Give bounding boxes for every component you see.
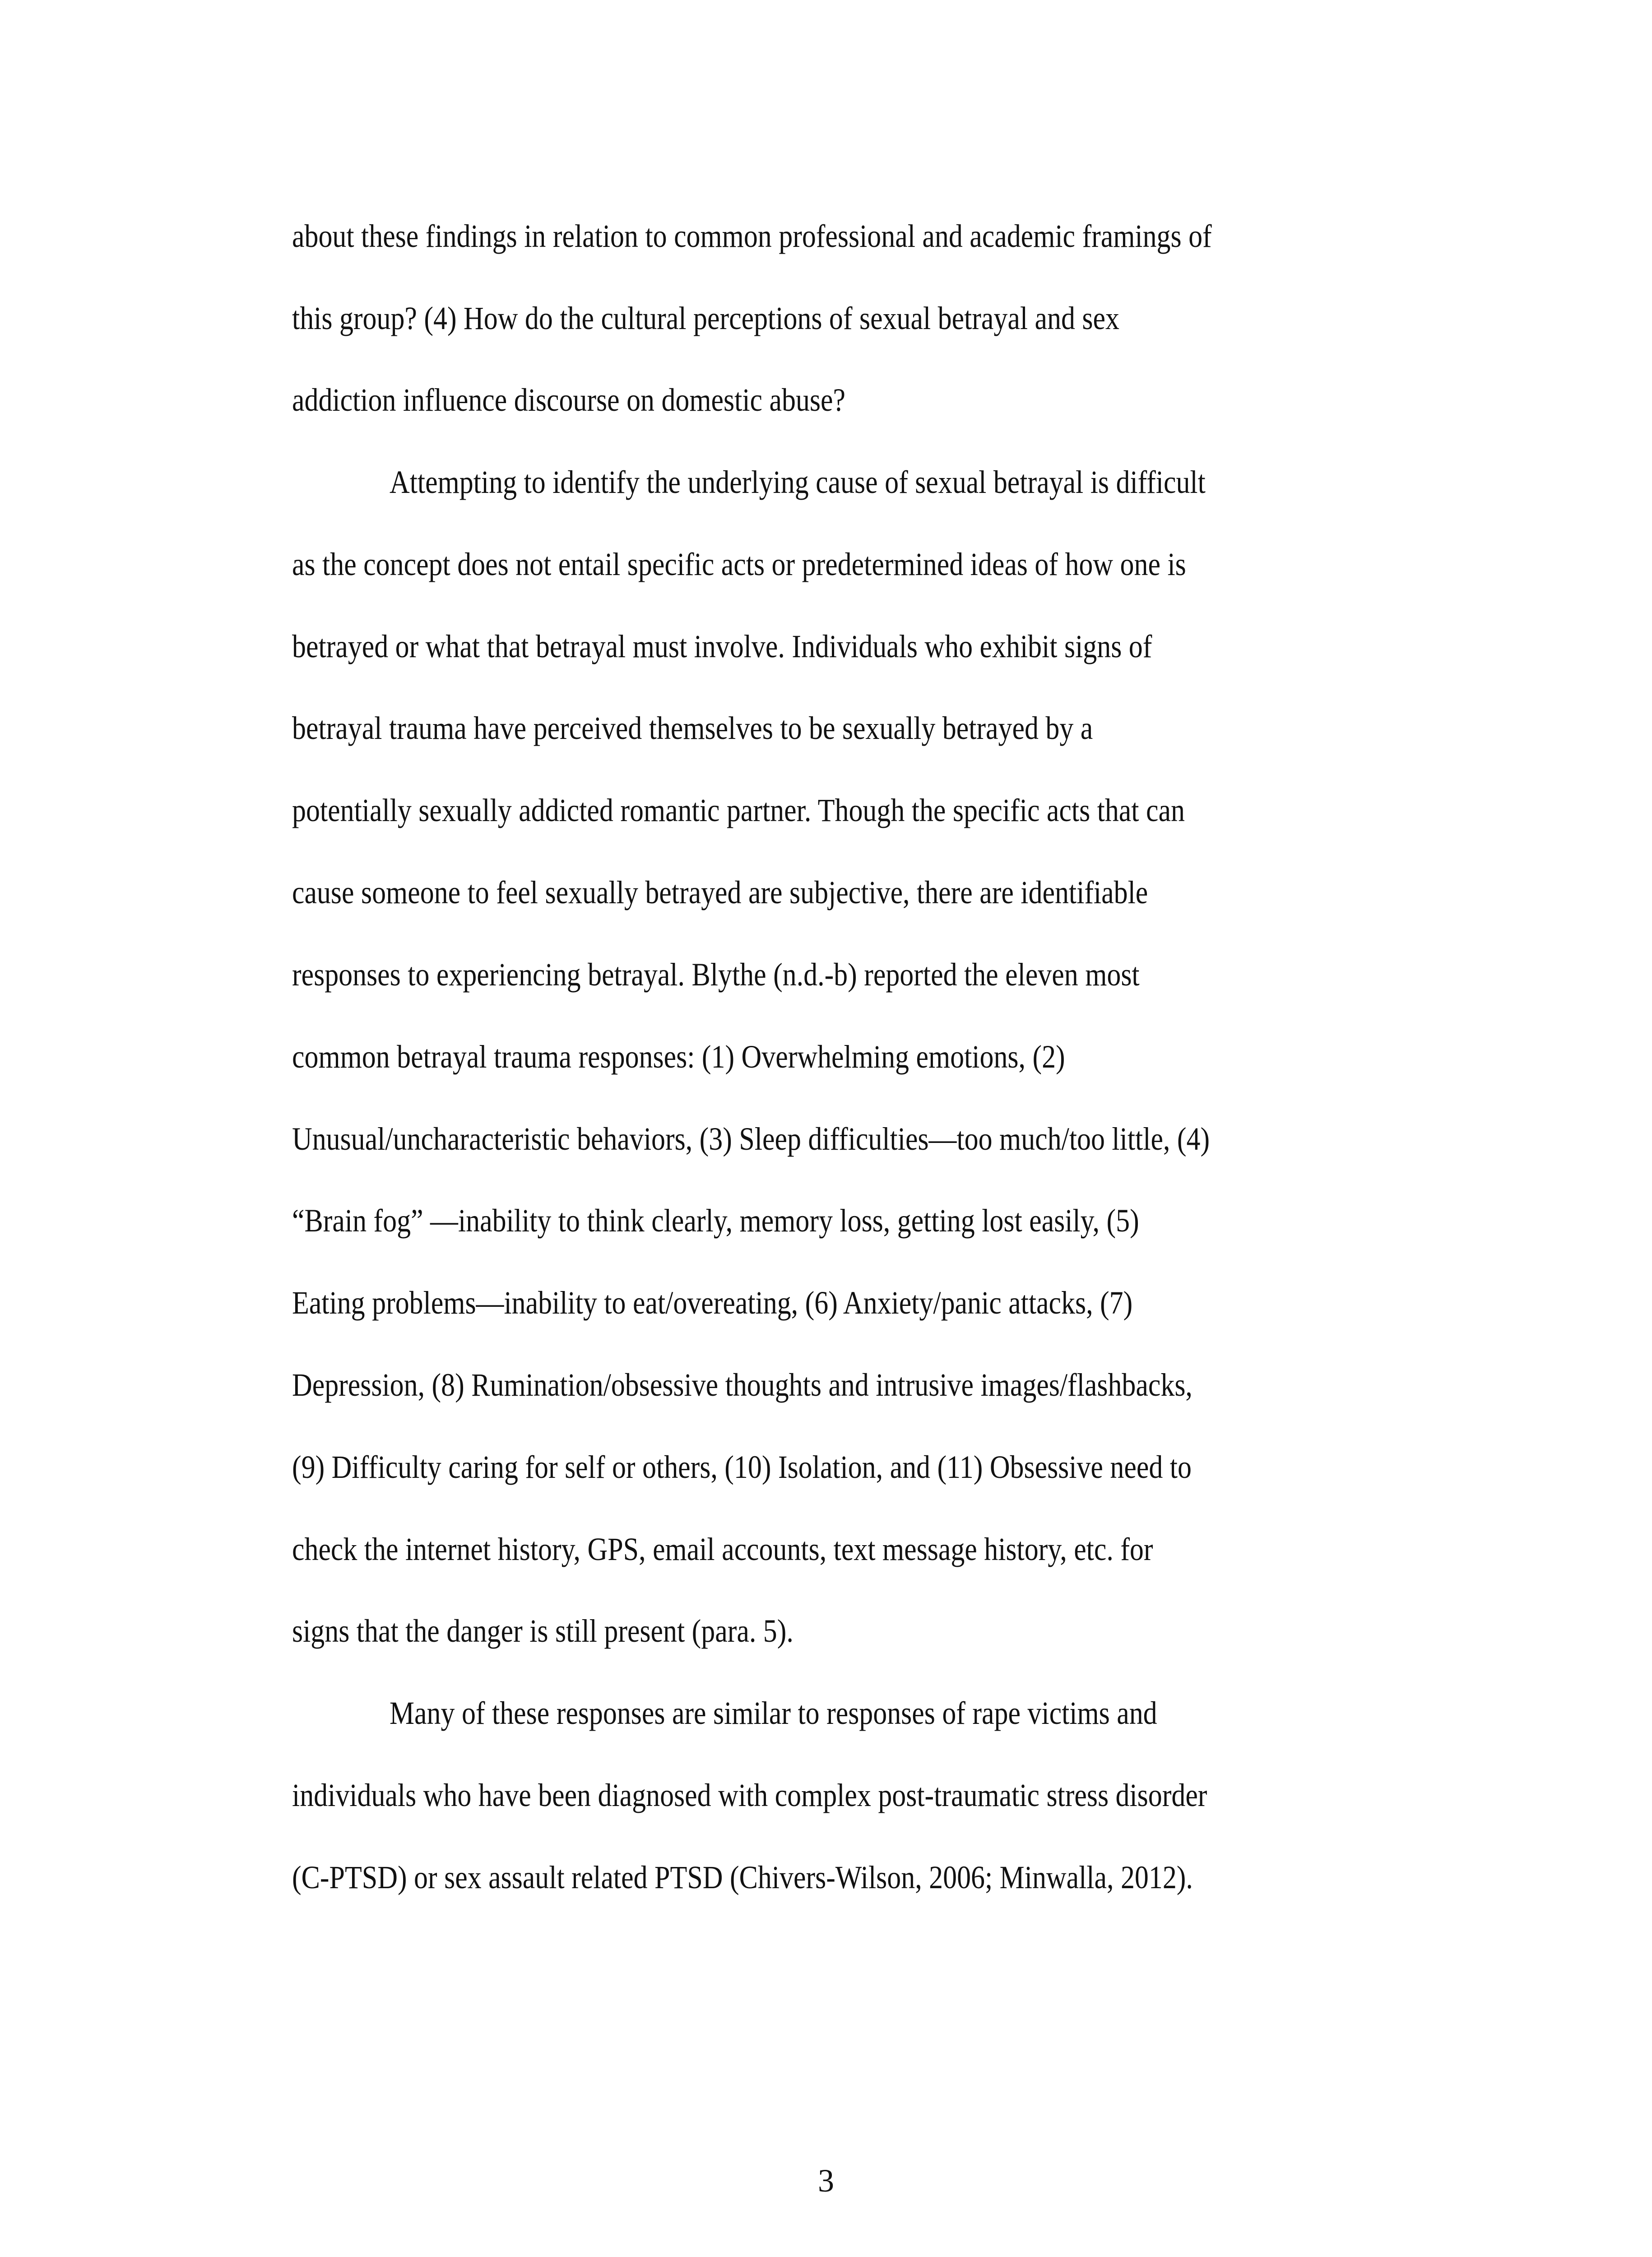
- body-text-line: potentially sexually addicted romantic partner. Though the specific acts that can: [292, 792, 1185, 828]
- body-text-line: addiction influence discourse on domestic abuse?: [292, 382, 845, 418]
- paragraph-first-line: Many of these responses are similar to responses of rape victims and: [390, 1695, 1157, 1731]
- page-number: 3: [818, 2163, 834, 2199]
- body-text-line: betrayed or what that betrayal must involve. Individuals who exhibit signs of: [292, 628, 1152, 664]
- body-text-line: individuals who have been diagnosed with complex post-traumatic stress disorder: [292, 1777, 1207, 1813]
- body-text-line: (9) Difficulty caring for self or others, (10) Isolation, and (11) Obsessive need to: [292, 1449, 1192, 1485]
- body-text-line: common betrayal trauma responses: (1) Overwhelming emotions, (2): [292, 1039, 1065, 1075]
- body-text-line: (C-PTSD) or sex assault related PTSD (Chivers-Wilson, 2006; Minwalla, 2012).: [292, 1859, 1193, 1895]
- paragraph-first-line: Attempting to identify the underlying cause of sexual betrayal is difficult: [390, 464, 1206, 500]
- body-text-line: Depression, (8) Rumination/obsessive thoughts and intrusive images/flashbacks,: [292, 1367, 1193, 1403]
- body-text-line: “Brain fog” —inability to think clearly, memory loss, getting lost easily, (5): [292, 1203, 1139, 1239]
- body-text-line: responses to experiencing betrayal. Blythe (n.d.-b) reported the eleven most: [292, 957, 1140, 993]
- body-text-line: check the internet history, GPS, email accounts, text message history, etc. for: [292, 1531, 1153, 1567]
- body-text-line: this group? (4) How do the cultural perceptions of sexual betrayal and sex: [292, 300, 1119, 336]
- body-text-line: Unusual/uncharacteristic behaviors, (3) Sleep difficulties—too much/too little, (4): [292, 1121, 1210, 1157]
- body-text-line: signs that the danger is still present (para. 5).: [292, 1613, 794, 1649]
- body-text-line: as the concept does not entail specific acts or predetermined ideas of how one is: [292, 546, 1186, 582]
- body-text-line: Eating problems—inability to eat/overeating, (6) Anxiety/panic attacks, (7): [292, 1285, 1133, 1321]
- body-text-line: betrayal trauma have perceived themselves to be sexually betrayed by a: [292, 710, 1093, 746]
- body-text-line: cause someone to feel sexually betrayed are subjective, there are identifiable: [292, 874, 1148, 910]
- body-text-line: about these findings in relation to common professional and academic framings of: [292, 218, 1212, 254]
